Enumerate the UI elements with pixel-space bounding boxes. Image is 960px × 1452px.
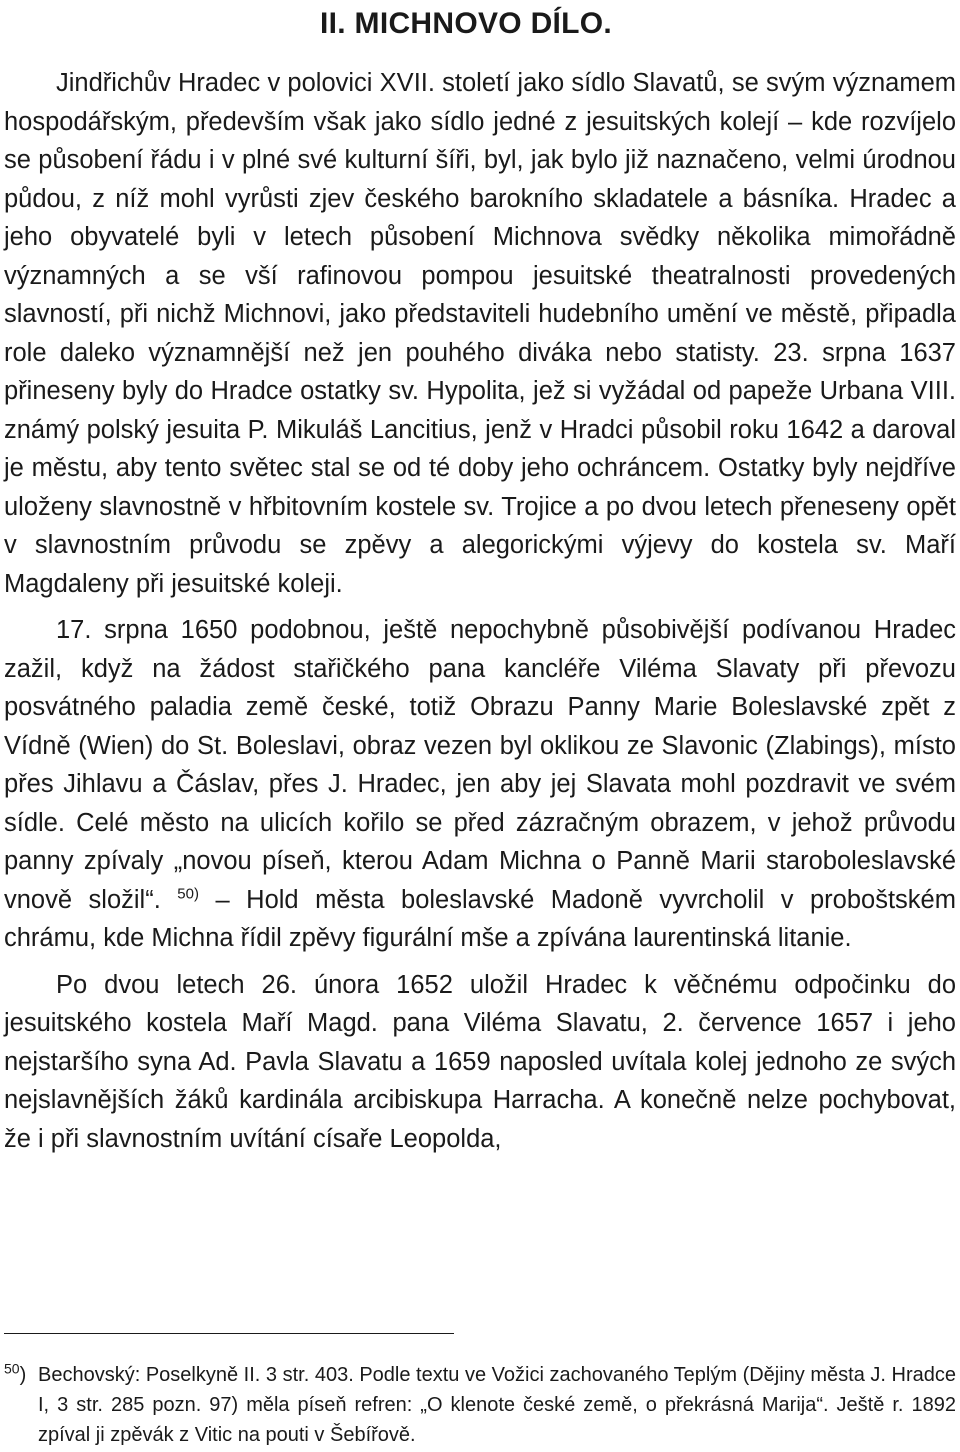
paragraph-2	[4, 611, 956, 958]
paragraph-2-text-before: 17. srpna 1650 podobnou, ještě nepochybně působivější podívanou Hradec zažil, když na žádost stařičkého pana kancléře Viléma Slavaty při převozu posvátného paladia země české, totiž Obrazu Panny Marie Boleslavské zpět z Vídně (Wien) do St. Boleslavi, obraz vezen byl oklikou ze Slavonic (Zlabings), místo přes Jihlavu a Čáslav, přes J. Hradec, jen aby jej Slavata mohl pozdravit ve svém sídle. Celé město na ulicích kořilo se před zázračným obrazem, v jehož průvodu panny zpívaly „novou píseň, kterou Adam Michna o Panně Marii staroboleslavské vnově složil“.	[4, 616, 956, 914]
footnote-reference: 50)	[177, 885, 199, 902]
document-page	[4, 0, 956, 1158]
footnote-separator	[4, 1333, 454, 1334]
footnote-number: 50	[4, 1360, 20, 1377]
chapter-heading: II. MICHNOVO DÍLO.	[320, 7, 613, 40]
paragraph-2-text-after: – Hold města boleslavské Madoně vyvrcholil v proboštském chrámu, kde Michna řídil zpěvy figurální mše a zpívána laurentinská litanie.	[4, 885, 956, 952]
paragraph-3: Po dvou letech 26. února 1652 uložil Hradec k věčnému odpočinku do jesuitského kostela Maří Magd. pana Viléma Slavatu, 2. července 1657 i jeho nejstaršího syna Ad. Pavla Slavatu a 1659 naposled uvítala kolej jednoho ze svých nejslavnějších žáků kardinála arcibiskupa Harracha. A konečně nelze pochybovat, že i při slavnostním uvítání císaře Leopolda,	[4, 970, 956, 1153]
paragraph-1: Jindřichův Hradec v polovici XVII. století jako sídlo Slavatů, se svým významem hospodářským, především však jako sídlo jedné z jesuitských kolejí – kde rozvíjelo se působení řádu i v plné své kulturní šíři, byl, jak bylo již naznačeno, velmi úrodnou půdou, z níž mohl vyrůsti zjev českého barokního skladatele a básníka. Hradec a jeho obyvatelé byli v letech působení Michnova svědky několika mimořádně významných a se vší rafinovou pompou jesuitské theatralnosti provedených slavností, při nichž Michnovi, jako představiteli hudebního umění ve městě, připadla role daleko významnější než jen pouhého diváka nebo statisty. 23. srpna 1637 přineseny byly do Hradce ostatky sv. Hypolita, jež si vyžádal od papeže Urbana VIII. známý polský jesuita P. Mikuláš Lancitius, jenž v Hradci působil roku 1642 a daroval je městu, aby tento světec stal se od té doby jeho ochráncem. Ostatky byly nejdříve uloženy slavnostně v hřbitovním kostele sv. Trojice a po dvou letech přeneseny opět v slavnostním průvodu se zpěvy a alegorickými výjevy do kostela sv. Maří Magdaleny při jesuitské koleji.	[4, 69, 956, 598]
footnote-paren: )	[19, 1364, 27, 1386]
footnote-text: Bechovský: Poselkyně II. 3 str. 403. Podle textu ve Vožici zachovaného Teplým (Dějiny města J. Hradce I, 3 str. 285 pozn. 97) měla píseň refren: „O klenote české země, o překrásná Marija“. Ještě r. 1892 zpíval ji zpěvák z Vitic na pouti v Šebířově.	[38, 1364, 956, 1446]
footnote	[4, 1360, 956, 1450]
footnote-marker	[4, 1360, 26, 1390]
